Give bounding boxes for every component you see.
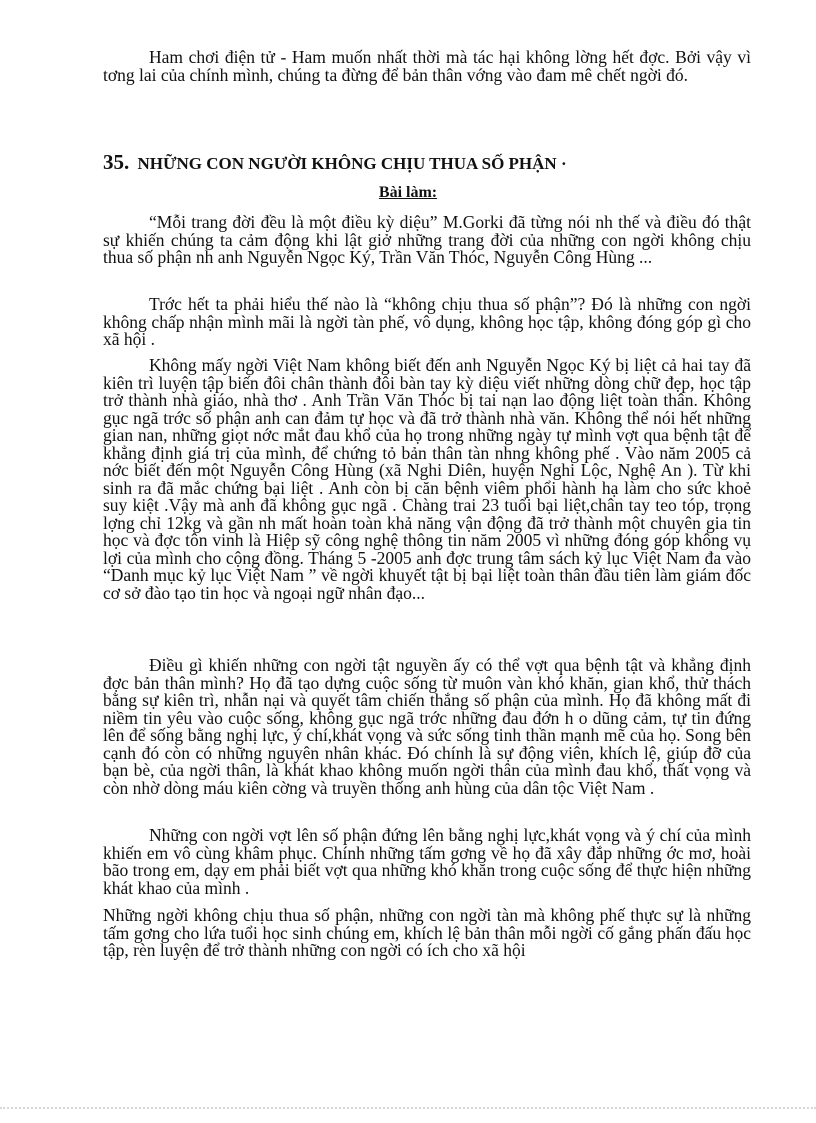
paragraph-5: Những con ngời vợt lên số phận đứng lên bằng nghị lực,khát vọng và ý chí của mình khiến em vô cùng khâm phục. Chính những tấm gơng về họ đã xây đắp những ớc mơ, hoài bão trong em, dạy em phải biết vợt qua những khó khăn trong cuộc sống để thực hiện những khát khao của mình . (103, 825, 751, 898)
paragraph-4: Điều gì khiến những con ngời tật nguyền ấy có thể vợt qua bệnh tật và khẳng định đợc bản thân mình? Họ đã tạo dựng cuộc sống từ muôn vàn khó khăn, gian khổ, thử thách bằng sự kiên trì, nhẫn nại và quyết tâm chiến thắng số phận của mình. Họ đã không mất đi niềm tin yêu vào cuộc sống, không gục ngã trớc những đau đớn h o dũng cảm, tự tin đứng lên để sống bằng nghị lực, ý chí,khát vọng và sức sống tinh thần mạnh mẽ của họ. Song bên cạnh đó còn có những nguyên nhân khác. Đó chính là sự động viên, khích lệ, giúp đỡ của bạn bè, của ngời thân, là khát khao không muốn ngời thân của mình đau khổ, thất vọng và còn nhờ dòng máu kiên cờng và truyền thống anh hùng của dân tộc Việt Nam . (103, 655, 751, 798)
section-number: 35. (103, 150, 130, 174)
paragraph-6: Những ngời không chịu thua số phận, những con ngời tàn mà không phế thực sự là những tấm gơng cho lứa tuổi học sinh chúng em, khích lệ bản thân mỗi ngời cố gắng phấn đấu học tập, rèn luyện để trở thành những con ngời có ích cho xã hội (103, 905, 751, 960)
paragraph-2: Trớc hết ta phải hiểu thế nào là “không chịu thua số phận”? Đó là những con ngời không chấp nhận mình mãi là ngời tàn phế, vô dụng, không học tập, không đóng góp gì cho xã hội . (103, 294, 751, 349)
section-heading (103, 152, 753, 174)
subtitle: Bài làm: (378, 184, 438, 201)
intro-paragraph: Ham chơi điện tử - Ham muốn nhất thời mà tác hại không lờng hết đợc. Bởi vậy vì tơng lai của chính mình, chúng ta đừng để bản thân vớng vào đam mê chết ngời đó. (103, 47, 751, 85)
title-mark: · (560, 154, 567, 173)
paragraph-1: “Mỗi trang đời đều là một điều kỳ diệu” M.Gorki đã từng nói nh thế và điều đó thật sự khiến chúng ta cảm động khi lật giở những trang đời của những con ngời không chịu thua số phận nh anh Nguyễn Ngọc Ký, Trần Văn Thóc, Nguyễn Công Hùng ... (103, 212, 751, 267)
section-title: NHỮNG CON NGƯỜI KHÔNG CHỊU THUA SỐ PHẬN (137, 154, 557, 173)
footer-divider (0, 1107, 816, 1111)
paragraph-3: Không mấy ngời Việt Nam không biết đến anh Nguyễn Ngọc Ký bị liệt cả hai tay đã kiên trì luyện tập biến đôi chân thành đôi bàn tay kỳ diệu viết những dòng chữ đẹp, học tập trở thành nhà giáo, nhà thơ . Anh Trần Văn Thóc bị tai nạn lao động liệt toàn thân. Không gục ngã trớc số phận anh can đảm tự học và đã trở thành nhà văn. Không thể nói hết những gian nan, những giọt nớc mắt đau khổ của họ trong những ngày tự mình vợt qua bệnh tật để khẳng định giá trị của mình, để chứng tỏ bản thân tàn nhng không phế . Vào năm 2005 cả nớc biết đến một Nguyễn Công Hùng (xã Nghi Diên, huyện Nghi Lộc, Nghệ An ). Từ khi sinh ra đã mắc chứng bại liệt . Anh còn bị căn bệnh viêm phổi hành hạ làm cho sức khoẻ suy kiệt .Vậy mà anh đã không gục ngã . Chàng trai 23 tuổi bại liệt,chân tay teo tóp, trọng lợng chỉ 12kg và gần nh mất hoàn toàn khả năng vận động đã trở thành một chuyên gia tin học và đợc tôn vinh là Hiệp sỹ công nghệ thông tin năm 2005 vì những đóng góp không vụ lợi của mình cho cộng đồng. Tháng 5 -2005 anh đợc trung tâm sách kỷ lục Việt Nam đa vào “Danh mục kỷ lục Việt Nam ” về ngời khuyết tật bị bại liệt toàn thân đầu tiên làm giám đốc cơ sở đào tạo tin học và ngoại ngữ nhân đạo... (103, 355, 751, 603)
